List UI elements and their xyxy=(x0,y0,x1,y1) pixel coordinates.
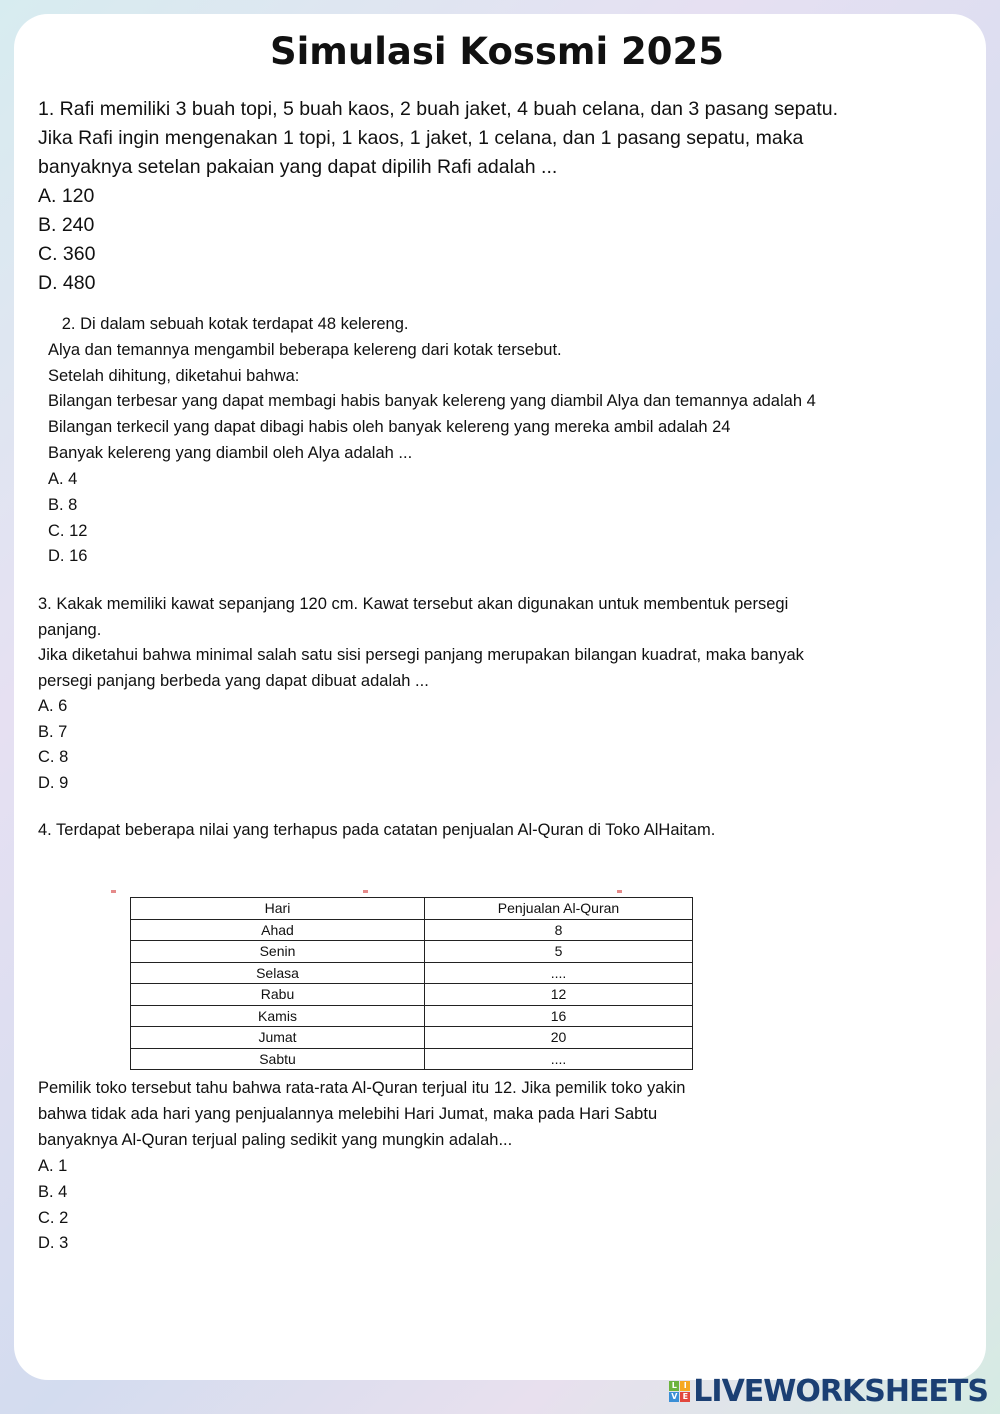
q3-text-line: 3. Kakak memiliki kawat sepanjang 120 cm. Kawat tersebut akan digunakan untuk membentuk persegi xyxy=(38,595,789,613)
q2-option[interactable]: A. 4 xyxy=(48,470,78,488)
cell: 8 xyxy=(425,919,693,941)
cell: Kamis xyxy=(131,1005,425,1027)
sales-table xyxy=(130,897,693,1070)
q2-text-line: Alya dan temannya mengambil beberapa kelereng dari kotak tersebut. xyxy=(48,340,562,359)
q1-text-line: banyaknya setelan pakaian yang dapat dipilih Rafi adalah ... xyxy=(38,156,558,178)
badge-letter: V xyxy=(671,1392,678,1401)
badge-letter: L xyxy=(669,1381,679,1391)
cell: Rabu xyxy=(131,984,425,1006)
q3-option[interactable]: A. 6 xyxy=(38,697,68,715)
q2-text-line: Banyak kelereng yang diambil oleh Alya adalah ... xyxy=(48,444,413,462)
q3-text-line: persegi panjang berbeda yang dapat dibuat adalah ... xyxy=(38,671,429,690)
cell: Jumat xyxy=(131,1027,425,1049)
q4-option[interactable]: C. 2 xyxy=(38,1208,69,1227)
q4-text-line: bahwa tidak ada hari yang penjualannya melebihi Hari Jumat, maka pada Hari Sabtu xyxy=(38,1104,658,1123)
cell: Ahad xyxy=(131,919,425,941)
cell: 5 xyxy=(425,941,693,963)
table-row xyxy=(131,1048,693,1070)
page-title: Simulasi Kossmi 2025 xyxy=(269,30,725,73)
q1-text-line: Jika Rafi ingin mengenakan 1 topi, 1 kaos, 1 jaket, 1 celana, dan 1 pasang sepatu, maka xyxy=(38,127,804,149)
table-row xyxy=(131,962,693,984)
q1-option[interactable]: D. 480 xyxy=(38,272,96,294)
q3-option[interactable]: D. 9 xyxy=(38,773,69,792)
table-row xyxy=(131,919,693,941)
marker xyxy=(111,890,116,893)
q3-text-line: panjang. xyxy=(38,620,102,639)
live-badge-icon xyxy=(669,1381,690,1402)
cell: Sabtu xyxy=(131,1048,425,1070)
q2-option[interactable]: C. 12 xyxy=(48,521,88,540)
cell: Senin xyxy=(131,941,425,963)
table-row xyxy=(131,1005,693,1027)
q2-text-line: Setelah dihitung, diketahui bahwa: xyxy=(48,366,300,385)
q4-text-line: Pemilik toko tersebut tahu bahwa rata-rata Al-Quran terjual itu 12. Jika pemilik toko yakin xyxy=(38,1079,686,1097)
q1-option[interactable]: B. 240 xyxy=(38,214,95,236)
cell: 20 xyxy=(425,1027,693,1049)
q3-option[interactable]: C. 8 xyxy=(38,748,69,767)
brand-name: LIVEWORKSHEETS xyxy=(693,1374,988,1409)
header-hari: Hari xyxy=(131,898,425,920)
q4-option[interactable]: A. 1 xyxy=(38,1157,68,1175)
q4-text-line: 4. Terdapat beberapa nilai yang terhapus pada catatan penjualan Al-Quran di Toko AlHaitam. xyxy=(38,821,716,839)
badge-letter: E xyxy=(680,1392,690,1402)
q2-option[interactable]: B. 8 xyxy=(48,495,78,514)
worksheet-page xyxy=(14,14,986,1380)
q2-text-line: Bilangan terkecil yang dapat dibagi habis oleh banyak kelereng yang mereka ambil adalah 24 xyxy=(48,418,731,437)
cell: .... xyxy=(425,962,693,984)
q3-text-line: Jika diketahui bahwa minimal salah satu sisi persegi panjang merupakan bilangan kuadrat, maka banyak xyxy=(38,646,804,665)
q4-option[interactable]: D. 3 xyxy=(38,1234,69,1253)
table-row xyxy=(131,941,693,963)
q2-option[interactable]: D. 16 xyxy=(48,547,88,566)
q1-option[interactable]: C. 360 xyxy=(38,243,96,265)
header-penjualan: Penjualan Al-Quran xyxy=(425,898,693,920)
cell: Selasa xyxy=(131,962,425,984)
badge-letter: I xyxy=(680,1381,690,1391)
q3-option[interactable]: B. 7 xyxy=(38,722,68,741)
cell: 12 xyxy=(425,984,693,1006)
cell: 16 xyxy=(425,1005,693,1027)
q1-text-line: 1. Rafi memiliki 3 buah topi, 5 buah kaos, 2 buah jaket, 4 buah celana, dan 3 pasang sepatu. xyxy=(38,98,839,120)
table-row xyxy=(131,1027,693,1049)
marker xyxy=(617,890,622,893)
q2-text-line: Bilangan terbesar yang dapat membagi habis banyak kelereng yang diambil Alya dan temannya adalah 4 xyxy=(48,392,816,411)
q2-text-line: 2. Di dalam sebuah kotak terdapat 48 kelereng. xyxy=(48,315,409,333)
cell: .... xyxy=(425,1048,693,1070)
table-row xyxy=(131,984,693,1006)
q1-option[interactable]: A. 120 xyxy=(38,185,95,207)
q4-text-line: banyaknya Al-Quran terjual paling sedikit yang mungkin adalah... xyxy=(38,1130,513,1149)
liveworksheets-logo xyxy=(669,1374,988,1409)
table-header-row xyxy=(131,898,693,920)
marker xyxy=(363,890,368,893)
q4-option[interactable]: B. 4 xyxy=(38,1182,68,1201)
